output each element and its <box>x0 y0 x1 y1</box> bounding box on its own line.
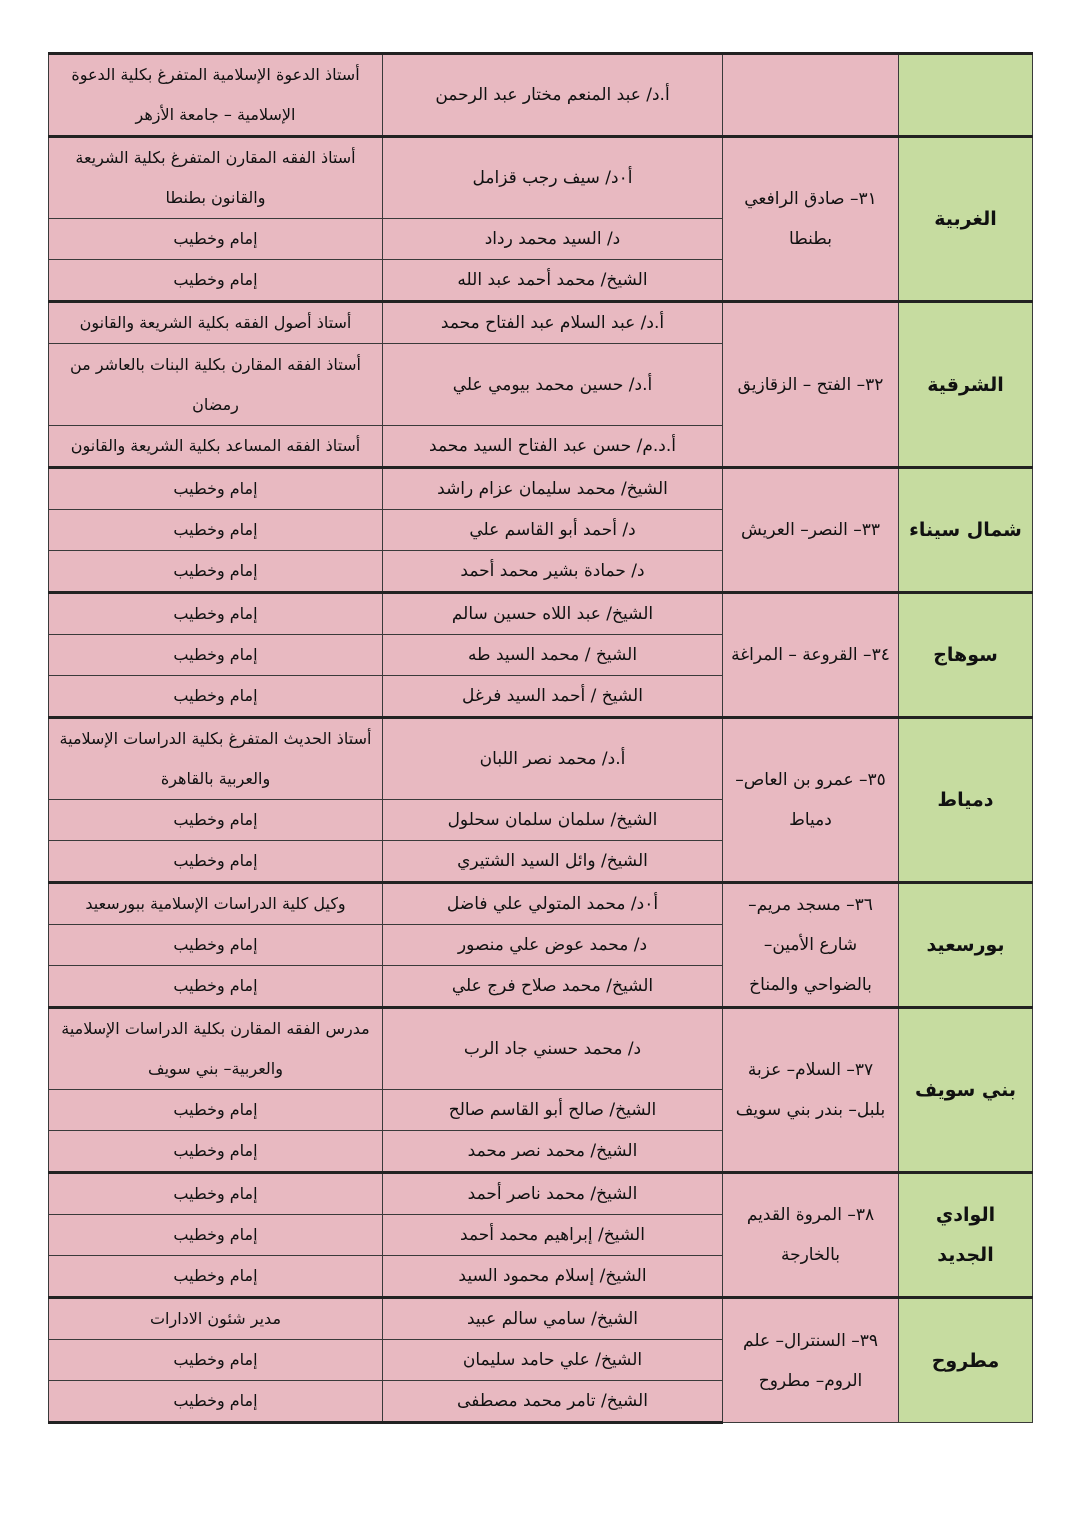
preacher-role-cell: إمام وخطيب <box>49 676 383 718</box>
mosque-cell: ٣٩– السنترال– علم الروم– مطروح <box>723 1298 899 1423</box>
preacher-role-cell: إمام وخطيب <box>49 551 383 593</box>
preacher-role-cell: إمام وخطيب <box>49 1256 383 1298</box>
preacher-name-cell: أ٠د/ سيف رجب قزامل <box>383 137 723 219</box>
preacher-role-cell: إمام وخطيب <box>49 510 383 551</box>
preacher-name-cell: الشيخ / محمد السيد طه <box>383 635 723 676</box>
preacher-role-cell: أستاذ الفقه المقارن بكلية البنات بالعاشر من رمضان <box>49 344 383 426</box>
table-row <box>49 1173 1033 1215</box>
table-row <box>49 883 1033 925</box>
preacher-role-cell: أستاذ الحديث المتفرغ بكلية الدراسات الإسلامية والعربية بالقاهرة <box>49 718 383 800</box>
governorate-cell: سوهاج <box>899 593 1033 718</box>
preacher-name-cell: د/ أحمد أبو القاسم علي <box>383 510 723 551</box>
preacher-role-cell: وكيل كلية الدراسات الإسلامية ببورسعيد <box>49 883 383 925</box>
preacher-role-cell: إمام وخطيب <box>49 219 383 260</box>
preacher-name-cell: الشيخ/ محمد أحمد عبد الله <box>383 260 723 302</box>
preacher-role-cell: إمام وخطيب <box>49 841 383 883</box>
preacher-name-cell: الشيخ/ إبراهيم محمد أحمد <box>383 1215 723 1256</box>
preacher-name-cell: الشيخ/ إسلام محمود السيد <box>383 1256 723 1298</box>
preacher-name-cell: الشيخ/ محمد سليمان عزام راشد <box>383 468 723 510</box>
preacher-role-cell: مدير شئون الادارات <box>49 1298 383 1340</box>
preacher-name-cell: الشيخ / أحمد السيد فرغل <box>383 676 723 718</box>
governorate-cell: بورسعيد <box>899 883 1033 1008</box>
preacher-name-cell: الشيخ/ وائل السيد الشتيري <box>383 841 723 883</box>
preacher-role-cell: إمام وخطيب <box>49 1131 383 1173</box>
preacher-name-cell: الشيخ/ عبد اللاه حسين سالم <box>383 593 723 635</box>
governorate-cell: دمياط <box>899 718 1033 883</box>
preacher-name-cell: الشيخ/ تامر محمد مصطفى <box>383 1381 723 1423</box>
table-row <box>49 137 1033 219</box>
mosque-cell <box>723 54 899 137</box>
mosque-cell: ٣٢– الفتح – الزقازيق <box>723 302 899 468</box>
table-row <box>49 54 1033 137</box>
preacher-role-cell: إمام وخطيب <box>49 1090 383 1131</box>
preacher-role-cell: إمام وخطيب <box>49 800 383 841</box>
preacher-name-cell: أ.د/ حسين محمد بيومي علي <box>383 344 723 426</box>
governorate-cell: الغربية <box>899 137 1033 302</box>
governorate-cell: مطروح <box>899 1298 1033 1423</box>
preacher-name-cell: أ٠د/ محمد المتولي علي فاضل <box>383 883 723 925</box>
governorate-cell <box>899 54 1033 137</box>
preacher-role-cell: أستاذ الفقه المساعد بكلية الشريعة والقانون <box>49 426 383 468</box>
preacher-name-cell: الشيخ/ علي حامد سليمان <box>383 1340 723 1381</box>
preacher-role-cell: إمام وخطيب <box>49 635 383 676</box>
preacher-role-cell: إمام وخطيب <box>49 1173 383 1215</box>
mosque-cell: ٣٣– النصر– العريش <box>723 468 899 593</box>
preacher-role-cell: مدرس الفقه المقارن بكلية الدراسات الإسلامية والعربية– بني سويف <box>49 1008 383 1090</box>
governorate-cell: بني سويف <box>899 1008 1033 1173</box>
preacher-name-cell: الشيخ/ سامي سالم عبيد <box>383 1298 723 1340</box>
preacher-name-cell: د/ السيد محمد رداد <box>383 219 723 260</box>
mosque-cell: ٣٦– مسجد مريم– شارع الأمين– بالضواحي والمناخ <box>723 883 899 1008</box>
preacher-role-cell: إمام وخطيب <box>49 468 383 510</box>
table-row <box>49 302 1033 344</box>
preacher-role-cell: إمام وخطيب <box>49 260 383 302</box>
mosque-cell: ٣٧– السلام– عزبة بلبل– بندر بني سويف <box>723 1008 899 1173</box>
table-row <box>49 468 1033 510</box>
mosque-cell: ٣٥– عمرو بن العاص– دمياط <box>723 718 899 883</box>
preacher-role-cell: إمام وخطيب <box>49 1215 383 1256</box>
preacher-name-cell: الشيخ/ صالح أبو القاسم صالح <box>383 1090 723 1131</box>
preacher-name-cell: الشيخ/ محمد نصر محمد <box>383 1131 723 1173</box>
preacher-name-cell: د/ محمد حسني جاد الرب <box>383 1008 723 1090</box>
preacher-role-cell: أستاذ الدعوة الإسلامية المتفرغ بكلية الدعوة الإسلامية – جامعة الأزهر <box>49 54 383 137</box>
mosque-cell: ٣٤– القروعة – المراغة <box>723 593 899 718</box>
preacher-name-cell: د/ محمد عوض علي منصور <box>383 925 723 966</box>
preacher-name-cell: الشيخ/ محمد صلاح فرج علي <box>383 966 723 1008</box>
preacher-name-cell: أ.د/ محمد نصر اللبان <box>383 718 723 800</box>
preacher-name-cell: الشيخ/ سلمان سلمان سحلول <box>383 800 723 841</box>
preacher-name-cell: أ.د/ عبد السلام عبد الفتاح محمد <box>383 302 723 344</box>
preacher-role-cell: أستاذ أصول الفقه بكلية الشريعة والقانون <box>49 302 383 344</box>
preacher-role-cell: إمام وخطيب <box>49 1381 383 1423</box>
preacher-name-cell: أ.د.م/ حسن عبد الفتاح السيد محمد <box>383 426 723 468</box>
mosque-cell: ٣١– صادق الرافعي بطنطا <box>723 137 899 302</box>
mosque-cell: ٣٨– المروة القديم بالخارجة <box>723 1173 899 1298</box>
preacher-name-cell: الشيخ/ محمد ناصر أحمد <box>383 1173 723 1215</box>
governorate-cell: الوادي الجديد <box>899 1173 1033 1298</box>
table-row <box>49 593 1033 635</box>
table-row <box>49 1298 1033 1340</box>
preacher-name-cell: د/ حمادة بشير محمد أحمد <box>383 551 723 593</box>
table-row <box>49 1008 1033 1090</box>
preacher-role-cell: إمام وخطيب <box>49 925 383 966</box>
table-row <box>49 718 1033 800</box>
preacher-name-cell: أ.د/ عبد المنعم مختار عبد الرحمن <box>383 54 723 137</box>
governorate-cell: الشرقية <box>899 302 1033 468</box>
preacher-role-cell: أستاذ الفقه المقارن المتفرغ بكلية الشريعة والقانون بطنطا <box>49 137 383 219</box>
schedule-table <box>48 52 1033 1424</box>
preacher-role-cell: إمام وخطيب <box>49 593 383 635</box>
preacher-role-cell: إمام وخطيب <box>49 966 383 1008</box>
governorate-cell: شمال سيناء <box>899 468 1033 593</box>
preacher-role-cell: إمام وخطيب <box>49 1340 383 1381</box>
